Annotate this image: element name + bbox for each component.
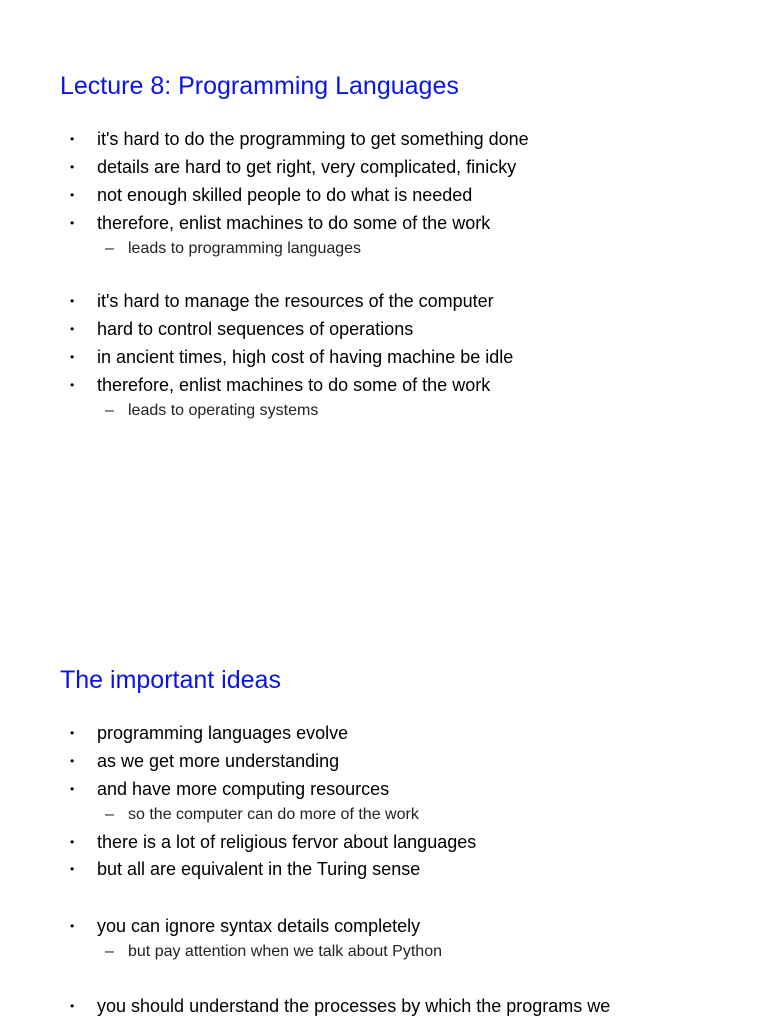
dash-icon: – [105, 943, 114, 960]
dash-icon: – [105, 806, 114, 823]
bullet-item [70, 374, 490, 396]
bullet-item [70, 156, 516, 178]
bullet-item [70, 290, 494, 312]
dash-icon: – [105, 402, 114, 419]
sub-bullet-item [105, 942, 442, 962]
bullet-icon: • [70, 188, 75, 202]
bullet-text: programming languages evolve [97, 723, 349, 743]
bullet-item [70, 128, 529, 150]
dash-icon: – [105, 240, 114, 257]
bullet-icon: • [70, 782, 75, 796]
bullet-text: therefore, enlist machines to do some of the work [97, 375, 491, 395]
slide-title-programming-languages: Lecture 8: Programming Languages [60, 72, 459, 100]
bullet-icon: • [70, 919, 75, 933]
bullet-text: as we get more understanding [97, 751, 340, 771]
bullet-icon: • [70, 350, 75, 364]
bullet-text: not enough skilled people to do what is needed [97, 185, 473, 205]
bullet-text: it's hard to do the programming to get something done [97, 129, 529, 149]
bullet-text: hard to control sequences of operations [97, 319, 414, 339]
bullet-icon: • [70, 132, 75, 146]
sub-bullet-item [105, 239, 361, 259]
sub-bullet-item [105, 401, 318, 421]
bullet-icon: • [70, 754, 75, 768]
bullet-item [70, 750, 339, 772]
sub-bullet-item [105, 805, 419, 825]
bullet-text: therefore, enlist machines to do some of the work [97, 213, 491, 233]
bullet-icon: • [70, 862, 75, 876]
bullet-item [70, 722, 348, 744]
bullet-text: in ancient times, high cost of having machine be idle [97, 347, 514, 367]
bullet-item [70, 346, 513, 368]
bullet-text: it's hard to manage the resources of the computer [97, 291, 494, 311]
sub-bullet-text: leads to operating systems [128, 402, 319, 419]
bullet-icon: • [70, 160, 75, 174]
bullet-icon: • [70, 216, 75, 230]
bullet-text: you can ignore syntax details completely [97, 916, 421, 936]
bullet-text: but all are equivalent in the Turing sense [97, 859, 421, 879]
bullet-item [70, 995, 610, 1017]
sub-bullet-text: leads to programming languages [128, 240, 362, 257]
bullet-item [70, 212, 490, 234]
bullet-item [70, 184, 472, 206]
bullet-text: there is a lot of religious fervor about languages [97, 832, 477, 852]
bullet-item [70, 778, 389, 800]
bullet-text: you should understand the processes by which the programs we [97, 996, 611, 1016]
bullet-icon: • [70, 294, 75, 308]
bullet-item [70, 915, 420, 937]
bullet-icon: • [70, 726, 75, 740]
sub-bullet-text: but pay attention when we talk about Python [128, 943, 442, 960]
bullet-icon: • [70, 378, 75, 392]
bullet-item [70, 831, 476, 853]
bullet-item [70, 858, 420, 880]
bullet-icon: • [70, 999, 75, 1013]
slide-title-important-ideas: The important ideas [60, 666, 281, 694]
bullet-icon: • [70, 835, 75, 849]
sub-bullet-text: so the computer can do more of the work [128, 806, 419, 823]
bullet-item [70, 318, 413, 340]
bullet-text: details are hard to get right, very complicated, finicky [97, 157, 517, 177]
bullet-icon: • [70, 322, 75, 336]
bullet-text: and have more computing resources [97, 779, 390, 799]
